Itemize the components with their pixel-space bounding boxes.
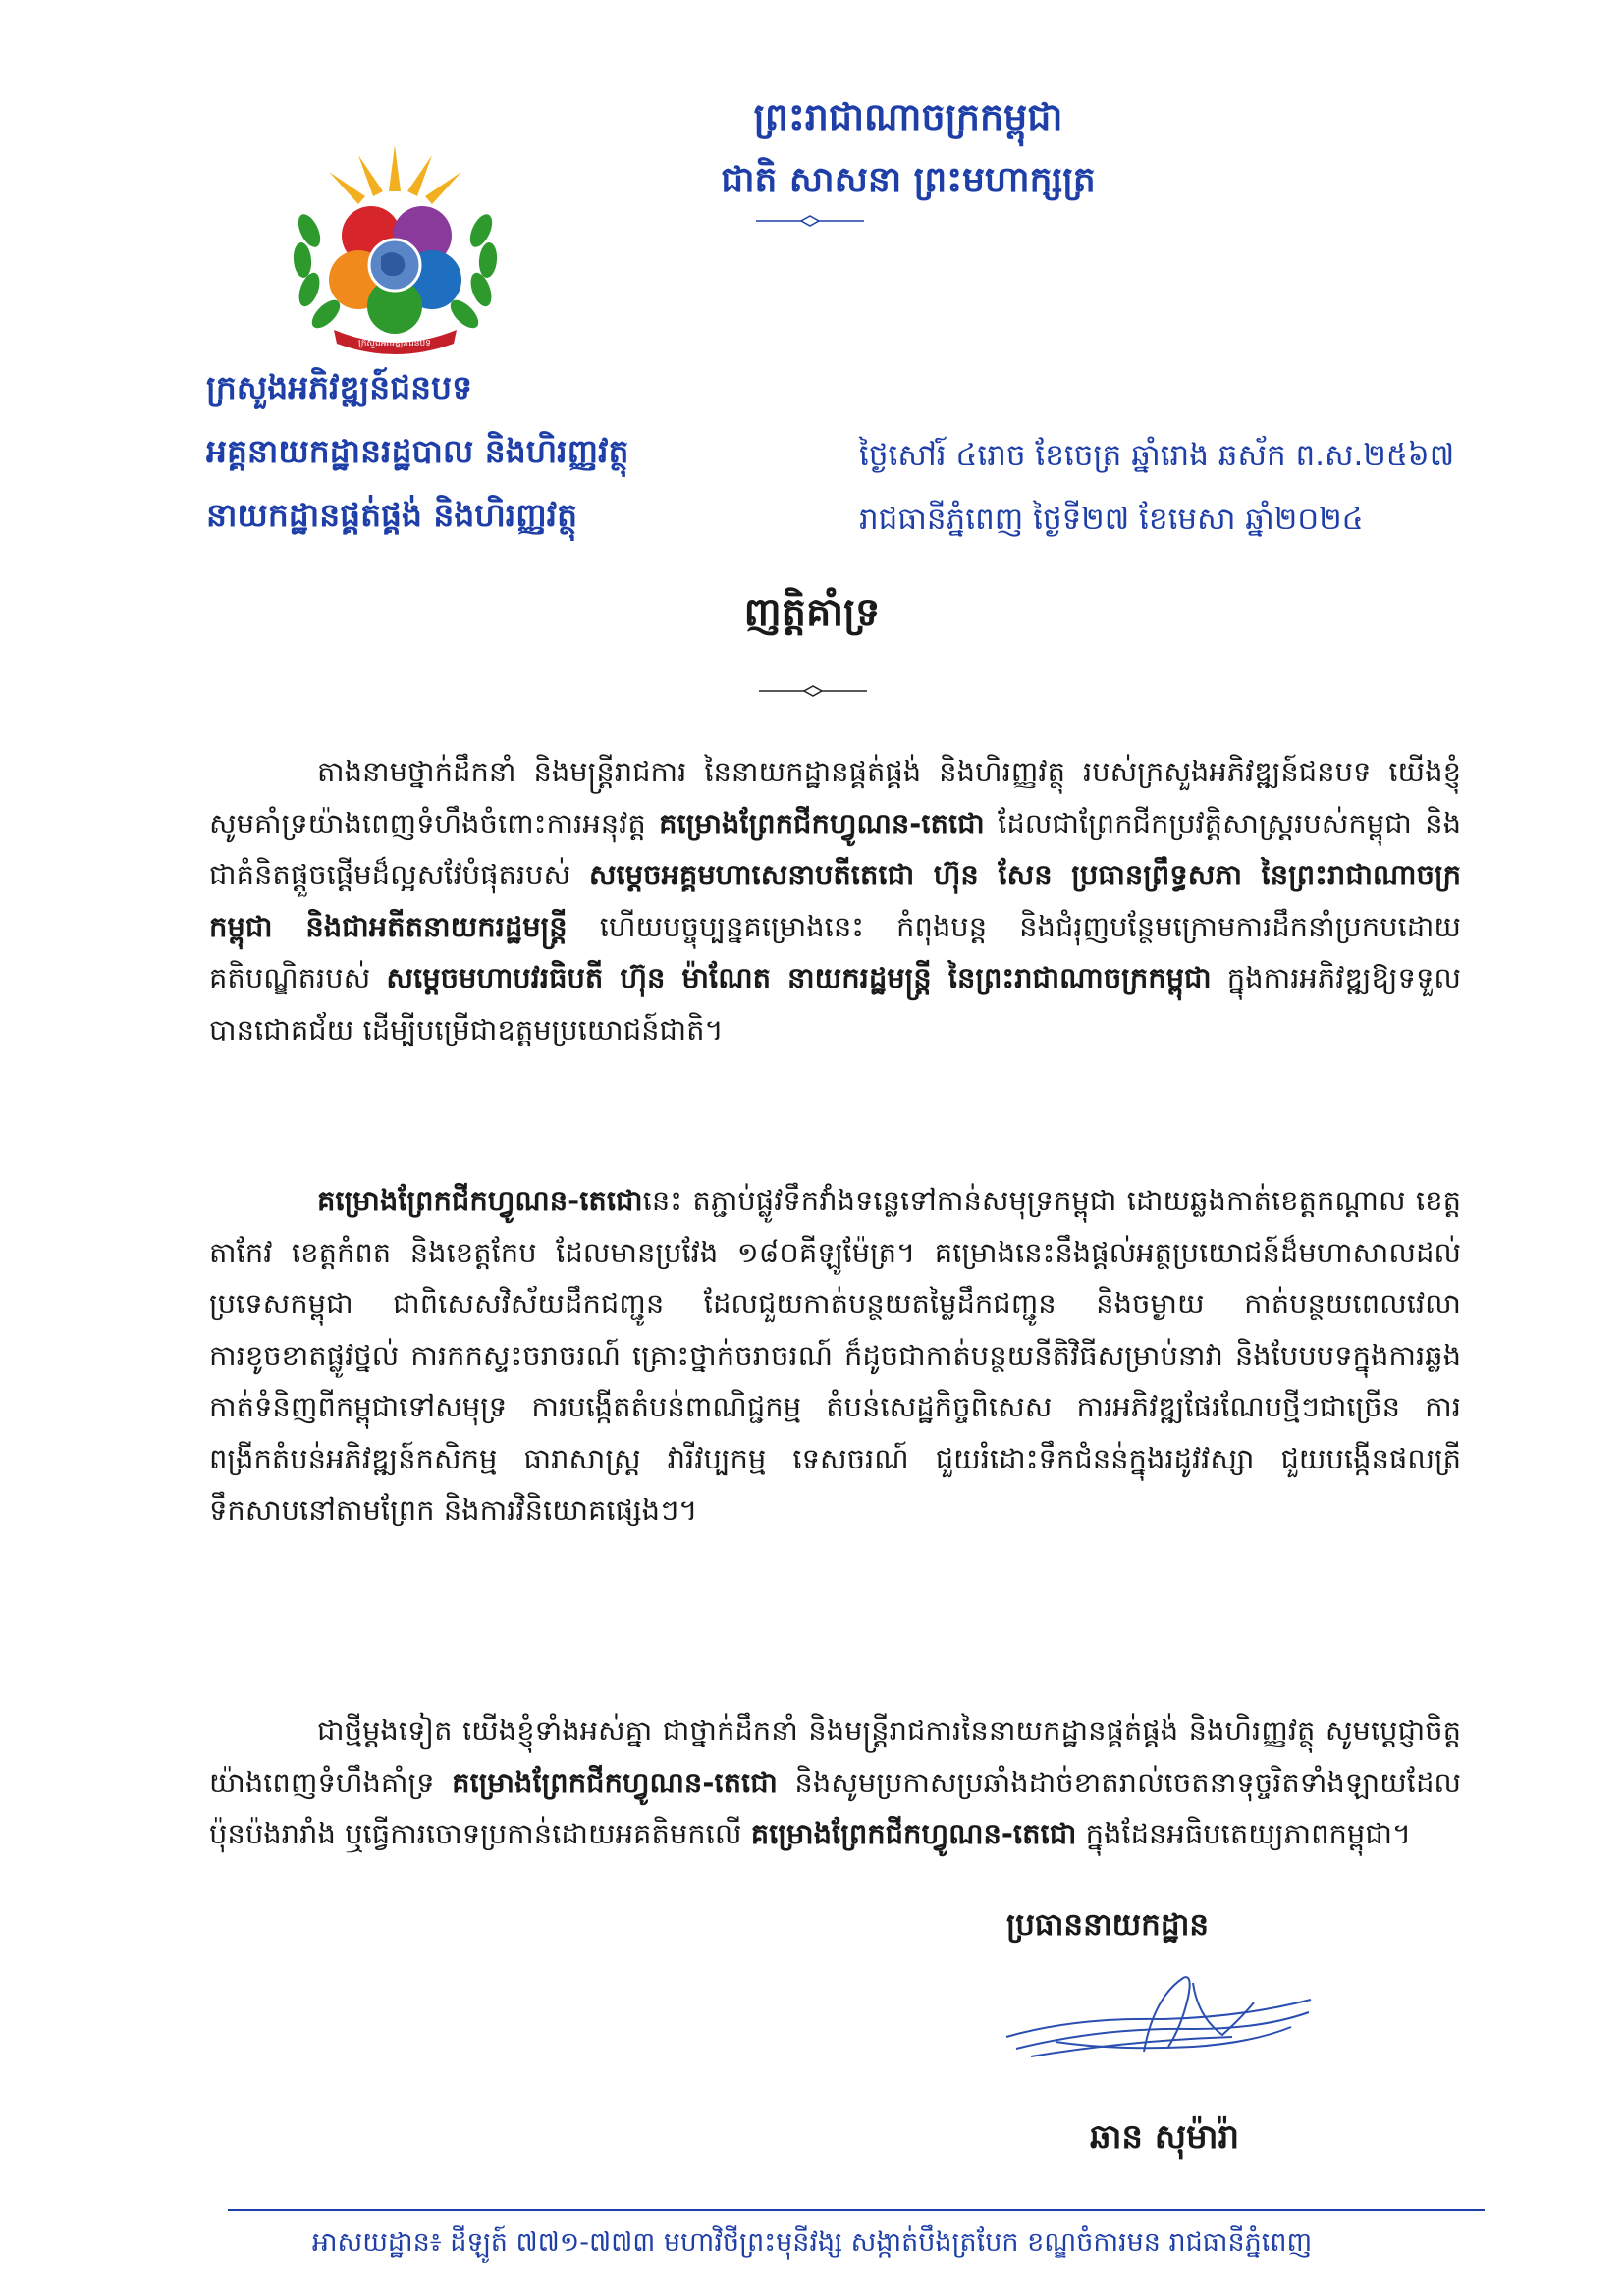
document-title: ញត្តិគាំទ្រ	[743, 590, 881, 635]
signer-name: ឆាន សុម៉ារ៉ា	[1090, 2117, 1240, 2157]
kingdom-title: ព្រះរាជាណាចក្រកម្ពុជា	[753, 95, 1063, 138]
signer-title: ប្រធាននាយកដ្ឋាន	[1006, 1907, 1210, 1943]
handwritten-signature	[997, 1958, 1321, 2086]
department-name: នាយកដ្ឋានផ្គត់ផ្គង់ និងហិរញ្ញវត្ថុ	[206, 496, 578, 534]
paragraph-text: និងសូមប្រកាសប្រឆាំងដាច់ខាតរាល់ចេតនាទុច្ចរិតទាំងឡាយដែលប៉ុនប៉ងរារាំង ឬធ្វើការចោទប្រកាន់ដោយអគតិមកលើ	[209, 1765, 1461, 1850]
lunar-date: ថ្ងៃសៅរ៍ ៤រោច ខែចេត្រ ឆ្នាំរោង ឆស័ក ព.ស.២៥៦៧	[859, 438, 1455, 473]
project-name-bold: គម្រោងព្រែកជីកហ្វូណន-តេជោ	[317, 1184, 643, 1217]
prime-minister-title-bold: សម្តេចមហាបវរធិបតី ហ៊ុន ម៉ាណែត នាយករដ្ឋមន្ត្រី នៃព្រះរាជាណាចក្រកម្ពុជា	[386, 961, 1212, 994]
project-name-bold: គម្រោងព្រែកជីកហ្វូណន-តេជោ	[452, 1765, 778, 1799]
solar-date-location: រាជធានីភ្នំពេញ ថ្ងៃទី២៧ ខែមេសា ឆ្នាំ២០២៤	[859, 502, 1364, 537]
paragraph-text: ក្នុងការអភិវឌ្ឍឱ្យទទួលបានជោគជ័យ ដើម្បីបម្រើជាឧត្តមប្រយោជន៍ជាតិ។	[209, 961, 1461, 1046]
logo-banner-text: ក្រសួងអភិវឌ្ឍន៍ជនបទ	[358, 339, 431, 348]
footer-divider	[228, 2209, 1485, 2211]
paragraph-text: តាងនាមថ្នាក់ដឹកនាំ និងមន្ត្រីរាជការ នៃនាយកដ្ឋានផ្គត់ផ្គង់ និងហិរញ្ញវត្ថុ របស់ក្រសួងអភិវឌ្ឍន៍ជនបទ យើងខ្ញុំសូមគាំទ្រយ៉ាងពេញទំហឹងចំពោះការអនុវត្ត	[209, 755, 1461, 840]
paragraph-text: ហើយបច្ចុប្បន្នគម្រោងនេះ កំពុងបន្ត និងជំរុញបន្ថែមក្រោមការដឹកនាំប្រកបដោយគតិបណ្ឌិតរបស់	[209, 909, 1461, 994]
paragraph-text: ជាថ្មីម្តងទៀត យើងខ្ញុំទាំងអស់គ្នា ជាថ្នាក់ដឹកនាំ និងមន្ត្រីរាជការនៃនាយកដ្ឋានផ្គត់ផ្គង់ និងហិរញ្ញវត្ថុ សូមប្តេជ្ញាចិត្តយ៉ាងពេញទំហឹងគាំទ្រ	[209, 1714, 1461, 1799]
body-paragraph-3	[209, 1705, 1461, 1860]
national-motto: ជាតិ សាសនា ព្រះមហាក្សត្រ	[721, 160, 1096, 200]
body-paragraph-2	[209, 1175, 1461, 1536]
ministry-name: ក្រសួងអភិវឌ្ឍន៍ជនបទ	[206, 368, 473, 406]
paragraph-text: ដែលជាព្រែកជីកប្រវត្តិសាស្ត្ររបស់កម្ពុជា និងជាគំនិតផ្តួចផ្តើមដ៏ល្អសវែបំផុតរបស់	[209, 806, 1461, 891]
project-name-bold: គម្រោងព្រែកជីកហ្វូណន-តេជោ	[659, 806, 985, 840]
general-department-name: អគ្គនាយកដ្ឋានរដ្ឋបាល និងហិរញ្ញវត្ថុ	[206, 432, 629, 470]
header-ornament-divider	[756, 214, 864, 228]
leader-title-bold: សម្តេចអគ្គមហាសេនាបតីតេជោ ហ៊ុន សែន ប្រធានព្រឹទ្ធសភា នៃព្រះរាជាណាចក្រកម្ពុជា និងជាអតីតនាយករដ្ឋមន្ត្រី	[209, 858, 1461, 943]
title-ornament-divider	[759, 684, 867, 698]
body-paragraph-1	[209, 746, 1461, 1055]
paragraph-text: ក្នុងដែនអធិបតេយ្យភាពកម្ពុជា។	[1076, 1817, 1412, 1850]
paragraph-text: នេះ តភ្ជាប់ផ្លូវទឹកវាំងទន្លេទៅកាន់សមុទ្រកម្ពុជា ដោយឆ្លងកាត់ខេត្តកណ្តាល ខេត្តតាកែវ ខេត្តកំពត និងខេត្តកែប ដែលមានប្រវែង ១៨០គីឡូម៉ែត្រ។ គម្រោងនេះនឹងផ្តល់អត្ថប្រយោជន៍ដ៏មហាសាលដល់ប្រទេសកម្ពុជា ជាពិសេសវិស័យដឹកជញ្ជូន ដែលជួយកាត់បន្ថយតម្លៃដឹកជញ្ជូន និងចម្ងាយ កាត់បន្ថយពេលវេលា ការខូចខាតផ្លូវថ្នល់ ការកកស្ទះចរាចរណ៍ គ្រោះថ្នាក់ចរាចរណ៍ ក៏ដូចជាកាត់បន្ថយនីតិវិធីសម្រាប់នាវា និងបែបបទក្នុងការឆ្លងកាត់ទំនិញពីកម្ពុជាទៅសមុទ្រ ការបង្កើតតំបន់ពាណិជ្ជកម្ម តំបន់សេដ្ឋកិច្ចពិសេស ការអភិវឌ្ឍផែរណែបថ្មីៗជាច្រើន ការពង្រីកតំបន់អភិវឌ្ឍន៍កសិកម្ម ធារាសាស្ត្រ វារីវប្បកម្ម ទេសចរណ៍ ជួយរំដោះទឹកជំនន់ក្នុងរដូវវស្សា ជួយបង្កើនផលត្រីទឹកសាបនៅតាមព្រែក និងការវិនិយោគផ្សេងៗ។	[209, 1184, 1461, 1526]
ministry-emblem-logo	[265, 137, 525, 358]
footer-address: អាសយដ្ឋាន៖ ដីឡូត៍ ៧៧១-៧៧៣ មហាវិថីព្រះមុនីវង្ស សង្កាត់បឹងត្របែក ខណ្ឌចំការមន រាជធានីភ្នំពេញ	[311, 2227, 1313, 2258]
project-name-bold: គម្រោងព្រែកជីកហ្វូណន-តេជោ	[750, 1817, 1077, 1850]
